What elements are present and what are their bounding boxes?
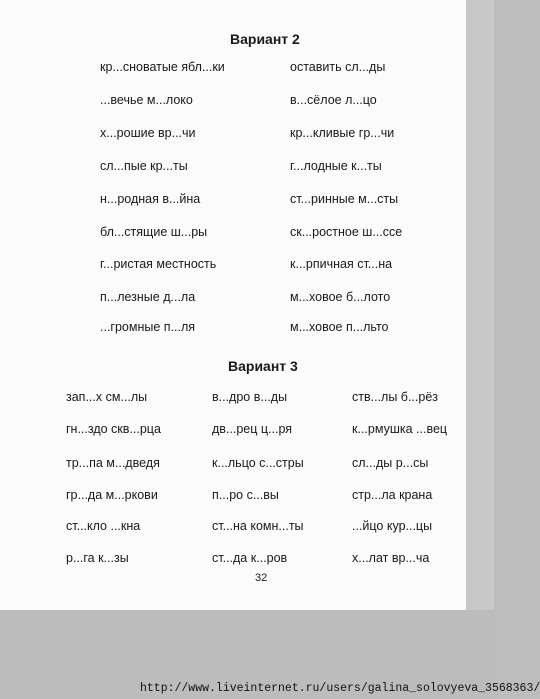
v2-left-item: ...вечье м...локо — [100, 93, 193, 107]
v3-col2-item: к...льцо с...стры — [212, 456, 304, 470]
v2-left-item: х...рошие вр...чи — [100, 126, 196, 140]
v3-col2-item: ст...да к...ров — [212, 551, 288, 565]
v3-col2-item: дв...рец ц...ря — [212, 422, 293, 436]
source-watermark: http://www.liveinternet.ru/users/galina_solovyeva_3568363/ — [140, 682, 540, 695]
v3-col1-item: зап...х см...лы — [66, 390, 148, 404]
v2-right-item: кр...кливые гр...чи — [290, 126, 395, 140]
variant-2-heading: Вариант 2 — [230, 31, 300, 47]
variant-3-heading: Вариант 3 — [228, 358, 298, 374]
v3-col2-item: ст...на комн...ты — [212, 519, 304, 533]
v3-col2-item: в...дро в...ды — [212, 390, 288, 404]
v3-col1-item: тр...па м...дведя — [66, 456, 160, 470]
v3-col3-item: х...лат вр...ча — [352, 551, 430, 565]
page-edge-shadow — [466, 0, 494, 610]
v2-left-item: сл...пые кр...ты — [100, 159, 188, 173]
v3-col2-item: п...ро с...вы — [212, 488, 279, 502]
v2-left-item: бл...стящие ш...ры — [100, 225, 208, 239]
v2-left-item: п...лезные д...ла — [100, 290, 196, 304]
v3-col3-item: к...рмушка ...вец — [352, 422, 448, 436]
v2-right-item: м...ховое п...льто — [290, 320, 389, 334]
v2-right-item: ск...ростное ш...ссе — [290, 225, 403, 239]
v3-col3-item: ств...лы б...рёз — [352, 390, 438, 404]
v3-col3-item: сл...ды р...сы — [352, 456, 429, 470]
v2-right-item: г...лодные к...ты — [290, 159, 382, 173]
v2-left-item: н...родная в...йна — [100, 192, 201, 206]
v3-col3-item: стр...ла крана — [352, 488, 433, 502]
v2-right-item: к...рпичная ст...на — [290, 257, 393, 271]
v2-left-item: ...громные п...ля — [100, 320, 196, 334]
v3-col1-item: гр...да м...ркови — [66, 488, 158, 502]
v3-col1-item: ст...кло ...кна — [66, 519, 141, 533]
v2-left-item: кр...сноватые ябл...ки — [100, 60, 225, 74]
v2-right-item: ст...ринные м...сты — [290, 192, 399, 206]
v3-col1-item: гн...здо скв...рца — [66, 422, 161, 436]
v3-col3-item: ...йцо кур...цы — [352, 519, 433, 533]
page-number: 32 — [255, 572, 268, 584]
v2-left-item: г...ристая местность — [100, 257, 217, 271]
v2-right-item: оставить сл...ды — [290, 60, 386, 74]
v2-right-item: м...ховое б...лото — [290, 290, 391, 304]
v3-col1-item: р...га к...зы — [66, 551, 129, 565]
v2-right-item: в...сёлое л...цо — [290, 93, 377, 107]
